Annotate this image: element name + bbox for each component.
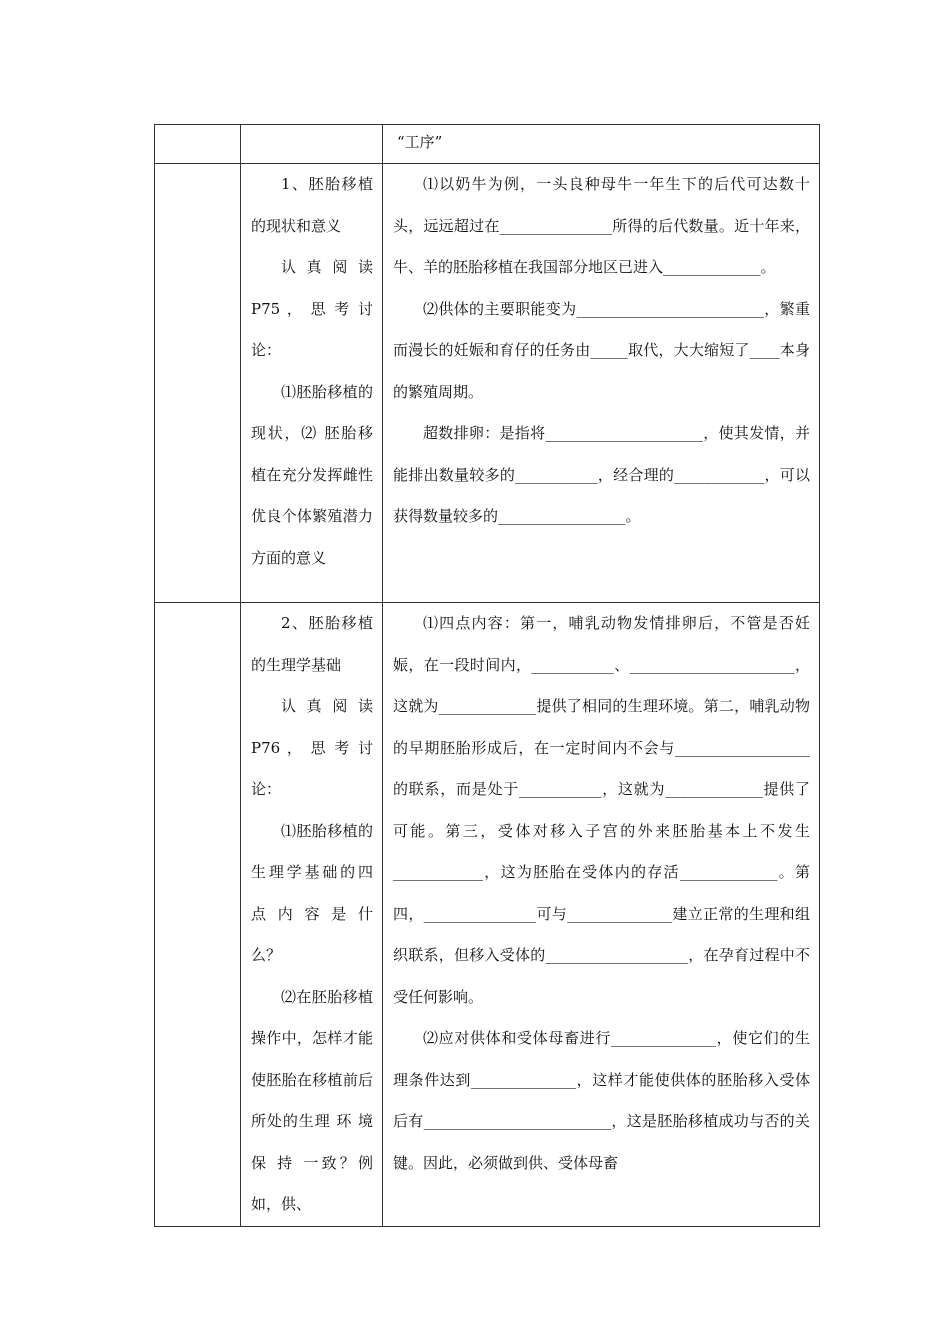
section2-paragraph-2: ⑵应对供体和受体母畜进行______________，使它们的生理条件达到______________，这样才能使供体的胚胎移入受体后有_________________________，这是胚胎移植成功与否的关键。因此，必须做到供、受体母畜 — [393, 1029, 810, 1172]
table-cell — [155, 164, 241, 603]
table-cell — [241, 603, 383, 1227]
section2-question-1: ⑴胚胎移植的生理学基础的四 点 内 容 是 什么？ — [251, 821, 373, 964]
table-row — [155, 603, 820, 1227]
header-label: “工序” — [397, 133, 443, 151]
section1-question: ⑴胚胎移植的现状，⑵ 胚胎移植在充分发挥雌性优良个体繁殖潜力方面的意义 — [251, 382, 373, 567]
section1-left — [241, 164, 382, 579]
section1-heading: 1、胚胎移植的现状和意义 — [251, 175, 373, 235]
table-cell — [383, 125, 820, 164]
section2-left — [241, 603, 382, 1226]
table-row — [155, 125, 820, 164]
section1-right — [383, 164, 819, 538]
table-cell — [155, 125, 241, 164]
section1-paragraph-1: ⑴以奶牛为例，一头良种母牛一年生下的后代可达数十头，远远超过在_______________所得的后代数量。近十年来，牛、羊的胚胎移植在我国部分地区已进入_____________。 — [393, 175, 810, 276]
section2-heading: 2、胚胎移植的生理学基础 — [251, 614, 373, 674]
section2-question-2: ⑵在胚胎移植操作中，怎样才能使胚胎在移植前后所处的生理 环 境 保 持 一致？例如，供、 — [251, 987, 373, 1213]
table-cell — [155, 603, 241, 1227]
section1-instruction: 认 真 阅 读 P75 ， 思 考 讨论： — [251, 258, 373, 359]
table-cell — [241, 164, 383, 603]
section2-instruction: 认 真 阅 读 P76 ， 思 考 讨论： — [251, 697, 373, 798]
table-cell — [383, 164, 820, 603]
table-cell — [383, 603, 820, 1227]
section1-paragraph-2: ⑵供体的主要职能变为_________________________，繁重而漫长的妊娠和育仔的任务由_____取代，大大缩短了____本身的繁殖周期。 — [393, 299, 810, 401]
table-cell — [241, 125, 383, 164]
section2-right — [383, 603, 819, 1184]
content-table — [154, 124, 820, 1227]
table-row — [155, 164, 820, 603]
section1-paragraph-3: 超数排卵：是指将_____________________，使其发情，并能排出数量较多的___________，经合理的____________，可以获得数量较多的_________________。 — [393, 424, 810, 525]
section2-paragraph-1: ⑴四点内容：第一，哺乳动物发情排卵后，不管是否妊娠，在一段时间内，___________、______________________，这就为_____________提供了相同的生理环境。第二，哺乳动物的早期胚胎形成后，在一定时间内不会与__________________的联系，而是处于___________，这就为_____________提供了可能。第三，受体对移入子宫的外来胚胎基本上不发生____________，这为胚胎在受体内的存活_____________。第四，_______________可与______________建立正常的生理和组织联系，但移入受体的___________________，在孕育过程中不受任何影响。 — [393, 614, 810, 1006]
